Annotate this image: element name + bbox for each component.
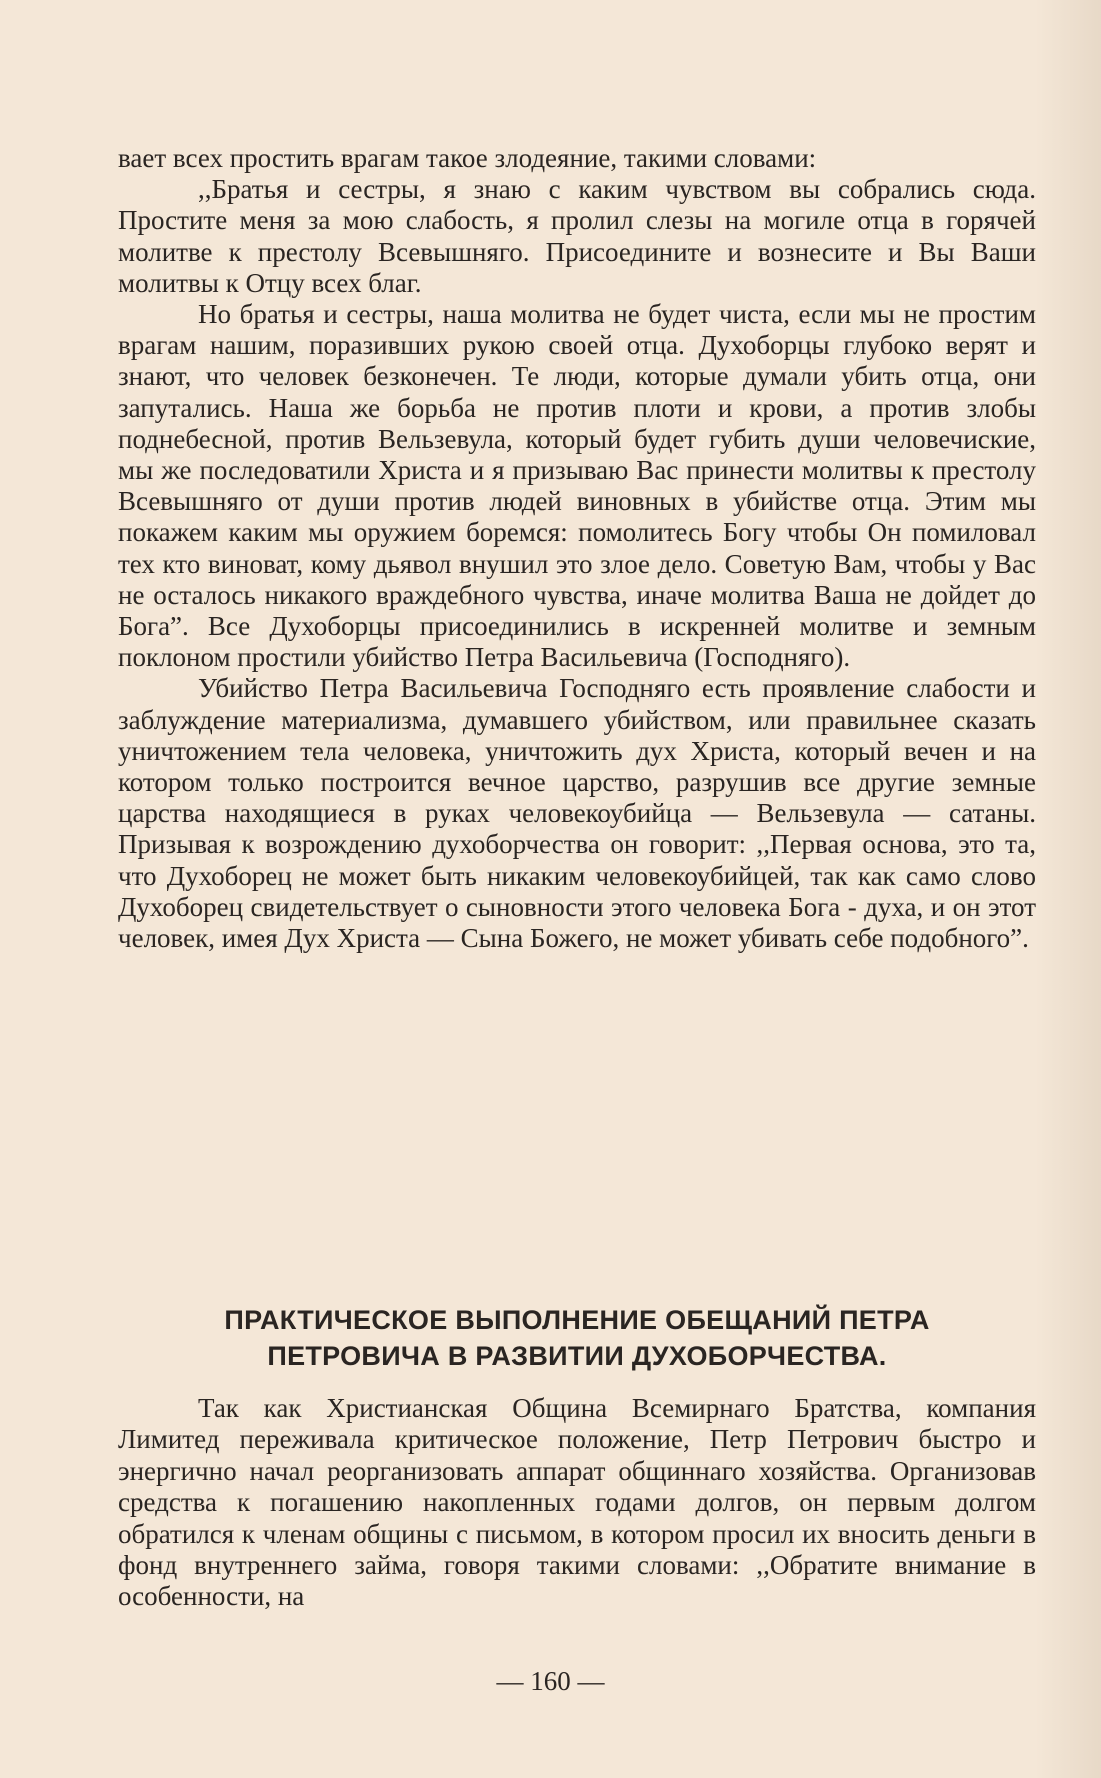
page-number: — 160 —	[496, 1666, 605, 1696]
section-heading	[118, 1302, 1036, 1374]
section-heading-line-1: ПРАКТИЧЕСКОЕ ВЫПОЛНЕНИЕ ОБЕЩАНИЙ ПЕТРА	[224, 1305, 930, 1335]
body-text	[118, 143, 1036, 954]
paragraph-speech: ,,Братья и сестры, я знаю с каким чувством вы собрались сюда. Простите меня за мою слабость, я пролил слезы на могиле отца в горячей молитве к престолу Всевышняго. Присоедините и вознесите и Вы Ваши молитвы к Отцу всех благ.	[118, 174, 1036, 298]
section-heading-line-2: ПЕТРОВИЧА В РАЗВИТИИ ДУХОБОРЧЕСТВА.	[267, 1341, 887, 1371]
paragraph-continuation: вает всех простить врагам такое злодеяние, такими словами:	[118, 143, 817, 173]
paragraph-murder-analysis: Убийство Петра Васильевича Господняго есть проявление слабости и заблуждение материализма, думавшего убийством, или правильнее сказать уничтожением тела человека, уничтожить дух Христа, который вечен и на котором только построится вечное царство, разрушив все другие земные царства находящиеся в руках человекоубийца — Вельзевула — сатаны. Призывая к возрождению духоборчества он говорит: ,,Первая основа, это та, что Духоборец не может быть никаким человекоубийцей, так как само слово Духоборец свидетельствует о сыновности этого человека Бога - духа, и он этот человек, имея Дух Христа — Сына Божего, не может убивать себе подобного”.	[118, 673, 1036, 954]
section-body-text	[118, 1393, 1036, 1613]
paragraph-speech-continued: Но братья и сестры, наша молитва не будет чиста, если мы не простим врагам нашим, поразивших рукою своей отца. Духоборцы глубоко верят и знают, что человек безконечен. Те люди, которые думали убить отца, они запутались. Наша же борьба не против плоти и крови, а против злобы поднебесной, против Вельзевула, который будет губить души человечиские, мы же последоватили Христа и я призываю Вас принести молитвы к престолу Всевышняго от души против людей виновных в убийстве отца. Этим мы покажем каким мы оружием боремся: помолитесь Богу чтобы Он помиловал тех кто виноват, кому дьявол внушил это злое дело. Советую Вам, чтобы у Вас не осталось никакого враждебного чувства, иначе молитва Ваша не дойдет до Бога”. Все Духоборцы присоединились в искренней молитве и земным поклоном простили убийство Петра Васильевича (Господняго).	[118, 299, 1036, 673]
paragraph-section-intro: Так как Христианская Община Всемирнаго Братства, компания Лимитед переживала критическое положение, Петр Петрович быстро и энергично начал реорганизовать аппарат общиннаго хозяйства. Организовав средства к погашению накопленных годами долгов, он первым долгом обратился к членам общины с письмом, в котором просил их вносить деньги в фонд внутреннего займа, говоря такими словами: ,,Обратите внимание в особенности, на	[118, 1393, 1036, 1612]
